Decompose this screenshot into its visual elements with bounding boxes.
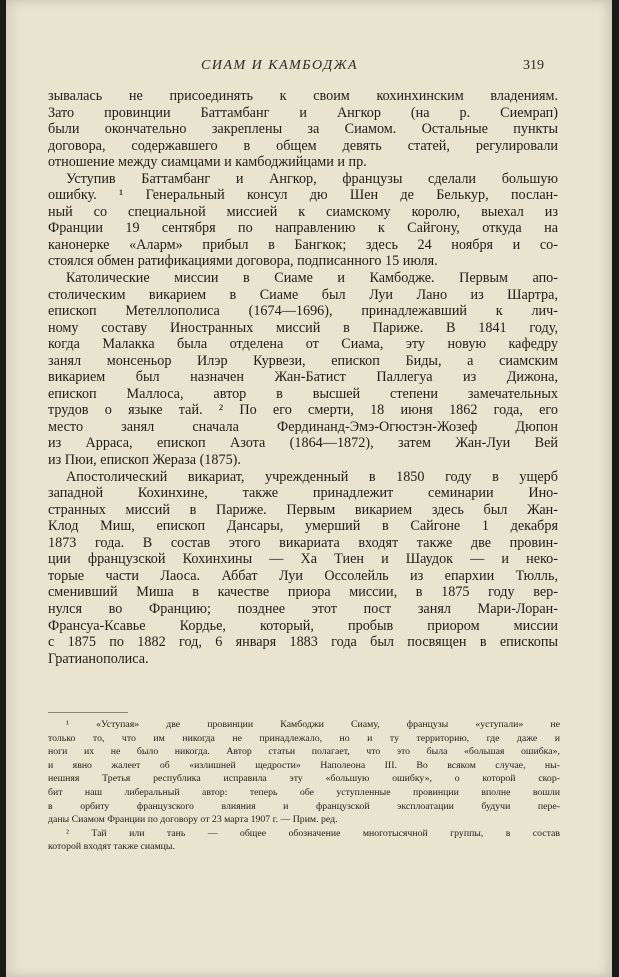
paragraph-1	[48, 88, 558, 171]
text-line: место занял сначала Фердинанд-Эмэ-Огюстэн-Жозеф Дюпон	[48, 418, 558, 435]
text-line: торые части Лаоса. Аббат Луи Оссолейль из епархии Тюлль,	[48, 567, 558, 584]
text-line: ный со специальной миссией к сиамскому королю, выехал из	[48, 203, 558, 220]
text-line: когда Малакка была отделена от Сиама, эту новую кафедру	[48, 336, 558, 353]
footnote-line: ноги их не было никогда. Автор статьи полагает, что это была «большая ошибка»,	[48, 746, 560, 758]
paragraph-3	[48, 270, 558, 469]
text-line: ошибку. ¹ Генеральный консул дю Шен де Белькур, послан-	[48, 187, 558, 204]
footnote-line: ² Тай или тань — общее обозначение многотысячной группы, в состав	[66, 827, 560, 839]
footnote-line: которой входят также сиамцы.	[48, 841, 175, 853]
footnote-line: только то, что им никогда не принадлежало, но и ту территорию, где даже и	[48, 732, 560, 744]
text-line: ции французской Кохинхины — Ха Тиен и Шаудок — и неко-	[48, 551, 558, 568]
text-line: Католические миссии в Сиаме и Камбодже. Первым апо-	[66, 270, 558, 287]
text-line: Франсуа-Ксавье Кордье, который, пробыв приором миссии	[48, 617, 558, 634]
text-line: канонерке «Аларм» прибыл в Бангкок; здесь 24 ноября и со-	[48, 236, 558, 253]
text-line: епископ Метеллополиса (1674—1696), принадлежавший к лич-	[48, 303, 558, 320]
text-line: были окончательно закреплены за Сиамом. Остальные пункты	[48, 121, 558, 138]
footnote-line: в орбиту французского влияния и французской эксплоатации будучи пере-	[48, 800, 560, 812]
text-line: отношение между сиамцами и камбоджийцами и пр.	[48, 154, 367, 171]
text-line: странных миссий в Париже. Первым викарием здесь был Жан-	[48, 501, 558, 518]
footnote-line: и явно жалеет об «излишней щедрости» Наполеона III. Во всяком случае, ны-	[48, 759, 560, 771]
footnote-line: ¹ «Уступая» две провинции Камбоджи Сиаму, французы «уступали» не	[66, 719, 560, 730]
text-line: Апостолический викариат, учрежденный в 1850 году в ущерб	[66, 468, 558, 485]
text-line: с 1875 по 1882 год, 6 января 1883 года был посвящен в епископы	[48, 634, 558, 651]
text-line: викарием был назначен Жан-Батист Паллегуа из Дижона,	[48, 369, 558, 386]
footnote-divider	[48, 712, 128, 713]
text-line: трудов о языке тай. ² По его смерти, 18 июня 1862 года, его	[48, 402, 558, 419]
text-line: ному составу Иностранных миссий в Париже. В 1841 году,	[48, 319, 558, 336]
text-line: Зато провинции Баттамбанг и Ангкор (на р. Сиемрап)	[48, 104, 558, 121]
text-line: сменивший Миша в качестве приора миссии, в 1875 году вер-	[48, 584, 558, 601]
page-number: 319	[523, 58, 544, 73]
text-line: Клод Миш, епископ Дансары, умерший в Сайгоне 1 декабря	[48, 518, 558, 535]
footnotes	[48, 718, 560, 854]
footnote-line: даны Сиамом Франции по договору от 23 марта 1907 г. — Прим. ред.	[48, 814, 338, 826]
text-line: Гратианополиса.	[48, 650, 149, 667]
text-line: занял монсеньор Илэр Курвези, епископ Биды, а сиамским	[48, 352, 558, 369]
footnote-line: нешняя Третья республика исправила эту «большую ошибку», о которой скор-	[48, 773, 560, 785]
text-line: западной Кохинхине, также принадлежит семинарии Ино-	[48, 485, 558, 502]
text-line: из Пюи, епископ Жераза (1875).	[48, 452, 241, 469]
text-line: Уступив Баттамбанг и Ангкор, французы сделали большую	[66, 170, 558, 187]
text-line: 1873 года. В состав этого викариата входят также две провин-	[48, 534, 558, 551]
body-text	[48, 88, 558, 667]
text-line: зывалась не присоединять к своим кохинхинским владениям.	[48, 88, 558, 104]
text-line: Франции 19 сентября по направлению к Сайгону, откуда на	[48, 220, 558, 237]
text-line: епископ Маллоса, автор в высшей степени замечательных	[48, 385, 558, 402]
text-line: из Арраса, епископ Азота (1864—1872), затем Жан-Луи Вей	[48, 435, 558, 452]
paragraph-4	[48, 469, 558, 668]
paragraph-2	[48, 171, 558, 270]
running-head	[6, 58, 612, 78]
text-line: стоялся обмен ратификациями договора, подписанного 15 июля.	[48, 253, 438, 270]
footnote-line: бит наш либеральный автор: теперь обе уступленные провинции вполне вошли	[48, 786, 560, 798]
book-page	[6, 0, 612, 977]
text-line: столическим викарием в Сиаме был Луи Лано из Шартра,	[48, 286, 558, 303]
text-line: нулся во Францию; позднее этот пост занял Мари-Лоран-	[48, 600, 558, 617]
running-title: СИАМ И КАМБОДЖА	[201, 58, 359, 73]
text-line: договора, содержавшего в общем девять статей, регулировали	[48, 137, 558, 154]
